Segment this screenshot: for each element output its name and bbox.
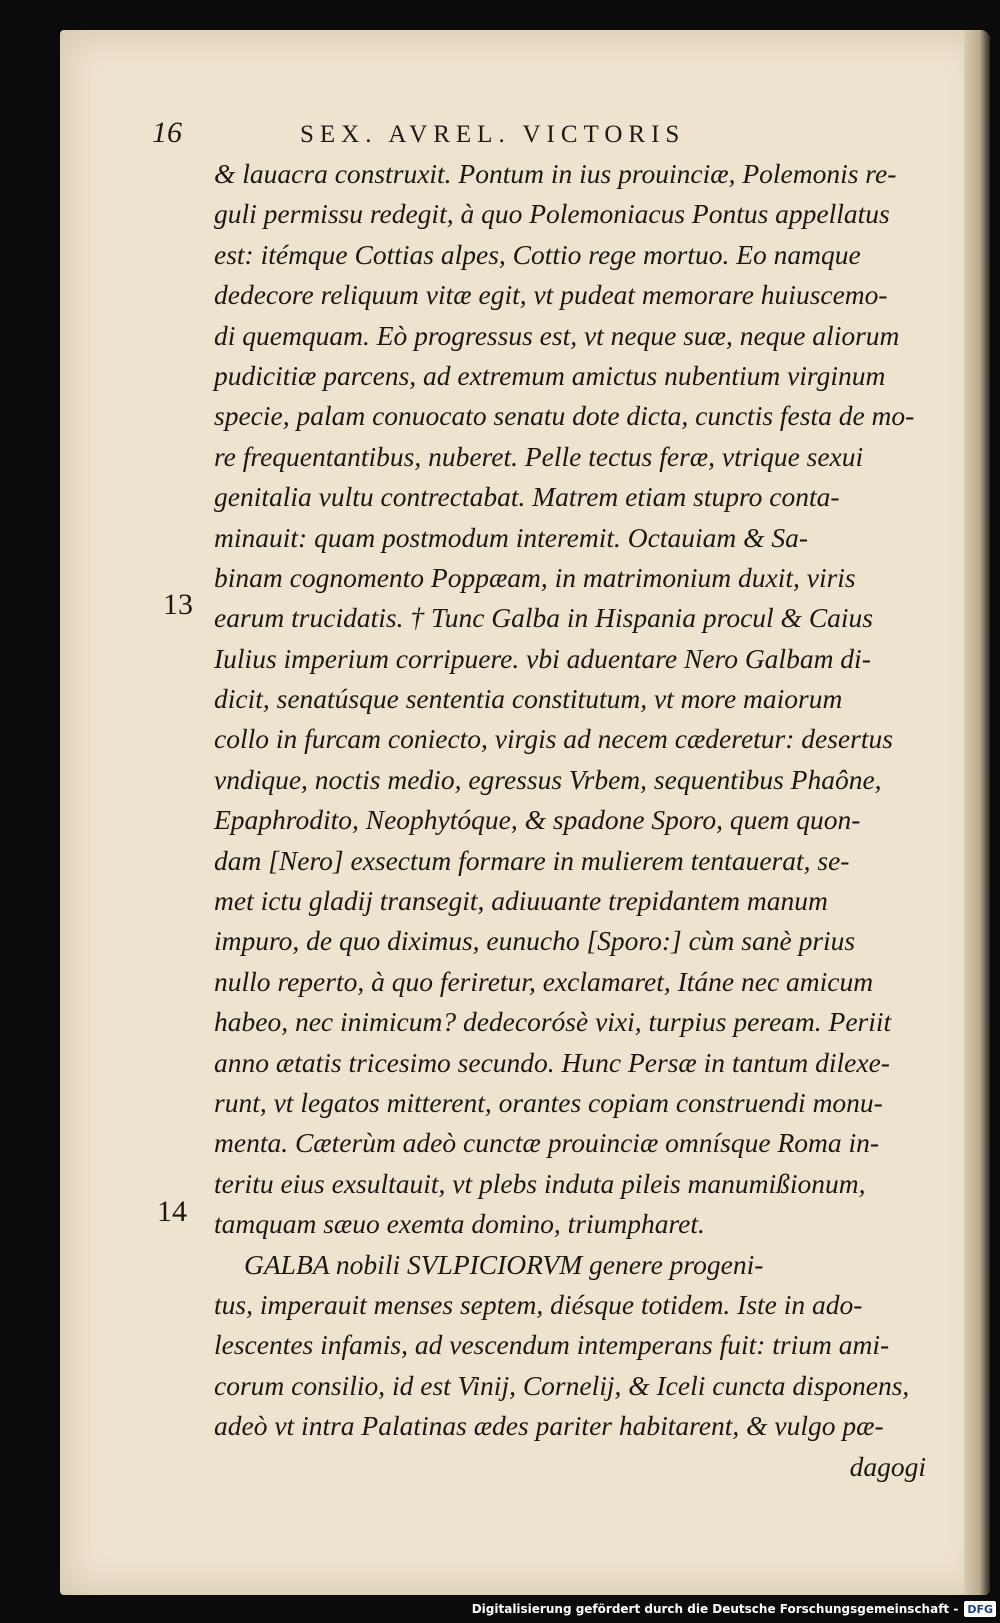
text-line: minauit: quam postmodum interemit. Octauiam & Sa- — [214, 521, 809, 553]
funding-footer — [472, 1597, 996, 1621]
text-line: nullo reperto, à quo feriretur, exclamaret, Itáne nec amicum — [214, 965, 874, 997]
margin-section-number: 13 — [163, 588, 193, 621]
text-line: re frequentantibus, nuberet. Pelle tectus feræ, vtrique sexui — [214, 440, 864, 472]
text-line: adeò vt intra Palatinas ædes pariter habitarent, & vulgo pæ- — [214, 1410, 884, 1442]
text-line: pudicitiæ parcens, ad extremum amictus nubentium virginum — [214, 359, 886, 391]
catchword: dagogi — [849, 1450, 926, 1482]
text-line: corum consilio, id est Vinij, Cornelij, & Iceli cuncta disponens, — [214, 1369, 910, 1401]
text-line: dam [Nero] exsectum formare in mulierem tentauerat, se- — [214, 844, 850, 876]
text-line: runt, vt legatos mitterent, orantes copiam construendi monu- — [214, 1086, 883, 1118]
text-line: & lauacra construxit. Pontum in ius prouinciæ, Polemonis re- — [214, 158, 897, 189]
text-line: Epaphrodito, Neophytóque, & spadone Sporo, quem quon- — [214, 804, 861, 836]
text-line: earum trucidatis. † Tunc Galba in Hispania procul & Caius — [214, 602, 874, 634]
text-line: binam cognomento Poppæam, in matrimonium duxit, viris — [214, 561, 856, 593]
text-line: tamquam sæuo exemta domino, triumpharet. — [214, 1208, 705, 1240]
text-line: collo in furcam coniecto, virgis ad necem cæderetur: desertus — [214, 723, 893, 755]
dfg-logo: DFG — [964, 1601, 996, 1617]
funding-notice: Digitalisierung gefördert durch die Deutsche Forschungsgemeinschaft - — [471, 1602, 959, 1616]
running-head — [152, 116, 832, 156]
text-line: menta. Cæterùm adeò cunctæ prouinciæ omnísque Roma in- — [214, 1127, 880, 1159]
text-line: lescentes infamis, ad vescendum intemperans fuit: trium ami- — [214, 1329, 890, 1361]
text-line: habeo, nec inimicum? dedecorósè vixi, turpius peream. Periit — [214, 1006, 892, 1038]
text-line: vndique, noctis medio, egressus Vrbem, sequentibus Phaône, — [214, 763, 882, 795]
text-line: tus, imperauit menses septem, diésque totidem. Iste in ado- — [214, 1288, 863, 1320]
text-line: est: itémque Cottias alpes, Cottio rege mortuo. Eo namque — [214, 238, 861, 270]
page-number: 16 — [152, 116, 182, 149]
text-line: specie, palam conuocato senatu dote dicta, cunctis festa de mo- — [214, 400, 915, 432]
text-line: genitalia vultu contrectabat. Matrem etiam stupro conta- — [214, 481, 840, 513]
text-line: guli permissu redegit, à quo Polemoniacus Pontus appellatus — [214, 198, 890, 230]
text-line: teritu eius exsultauit, vt plebs induta pileis manumißionum, — [214, 1167, 866, 1199]
text-line: impuro, de quo diximus, eunucho [Sporo:] cùm sanè prius — [214, 925, 856, 957]
text-line: met ictu gladij transegit, adiuuante trepidantem manum — [214, 885, 828, 917]
text-line: anno ætatis tricesimo secundo. Hunc Persæ in tantum dilexe- — [214, 1046, 890, 1078]
text-line: dicit, senatúsque sententia constitutum, vt more maiorum — [214, 683, 843, 715]
page-edge — [964, 30, 990, 1595]
text-line: dedecore reliquum vitæ egit, vt pudeat memorare huiuscemo- — [214, 279, 888, 311]
margin-section-number: 14 — [157, 1195, 187, 1228]
text-line: Iulius imperium corripuere. vbi aduentare Nero Galbam di- — [214, 642, 871, 674]
text-line: di quemquam. Eò progressus est, vt neque suæ, neque aliorum — [214, 319, 900, 351]
running-title: SEX. AVREL. VICTORIS — [300, 121, 686, 148]
body-text — [214, 154, 944, 1487]
text-line: GALBA nobili SVLPICIORVM genere progeni- — [244, 1248, 764, 1280]
